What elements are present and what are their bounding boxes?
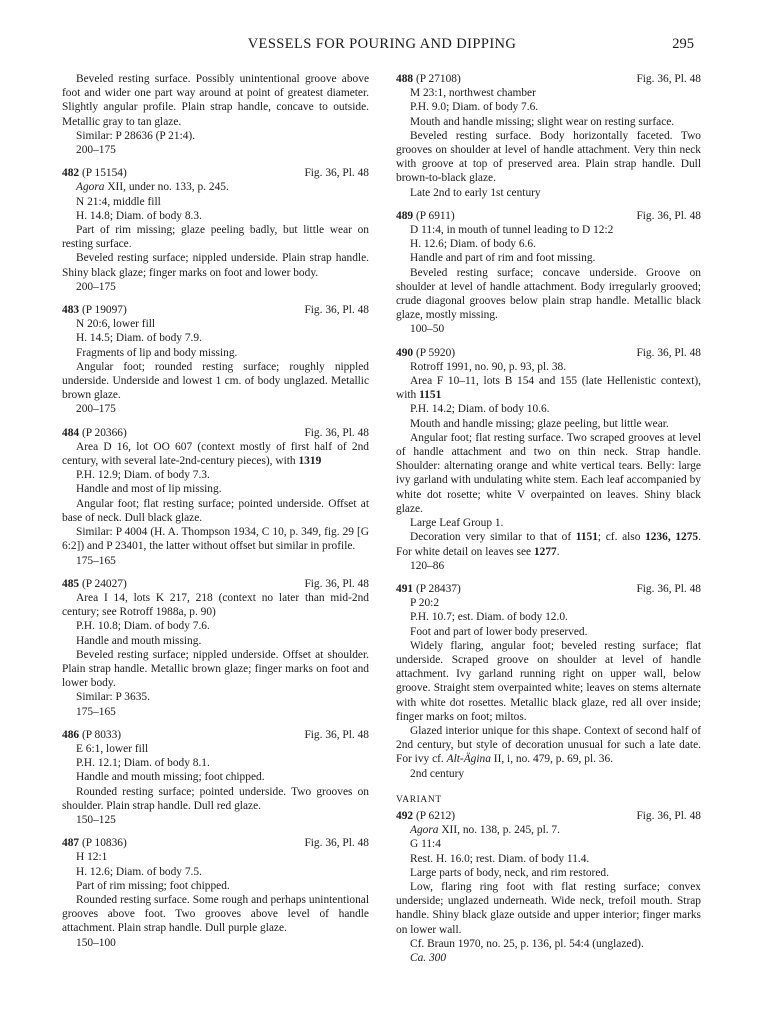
entry-figure-ref: Fig. 36, Pl. 48 xyxy=(636,582,701,595)
entry-date: Late 2nd to early 1st century xyxy=(410,186,541,199)
page-number: 295 xyxy=(672,36,694,52)
entry-context: M 23:1, northwest chamber xyxy=(410,87,536,100)
entry-number: 483 xyxy=(62,304,80,317)
catalog-entry-continuation xyxy=(62,72,369,157)
entry-inventory: (P 10836) xyxy=(79,837,127,850)
entry-description: Angular foot; flat resting surface; pointed underside. Offset at base of neck. Dull black glaze. xyxy=(62,497,369,524)
entry-number: 492 xyxy=(396,809,414,822)
entry-condition: Fragments of lip and body missing. xyxy=(76,346,238,359)
entry-inventory: (P 27108) xyxy=(413,73,461,85)
entry-date: 175–165 xyxy=(76,705,116,718)
entry-publication: Agora XII, no. 138, p. 245, pl. 7. xyxy=(410,824,560,837)
entry-inventory: (P 28437) xyxy=(413,582,461,595)
entry-dimensions: P.H. 12.1; Diam. of body 8.1. xyxy=(76,757,210,770)
entry-description: Low, flaring ring foot with flat resting surface; convex underside; unglazed underneath. Wide neck, trefoil mouth. Strap handle. Shiny black glaze outside and upper interior; finger marks on lower wall. xyxy=(396,880,701,936)
entry-number: 489 xyxy=(396,209,414,222)
entry-condition: Large parts of body, neck, and rim restored. xyxy=(410,866,609,879)
entry-condition: Handle and mouth missing. xyxy=(76,634,202,647)
entry-context: Area I 14, lots K 217, 218 (context no later than mid-2nd century; see Rotroff 1988a, p. 90) xyxy=(62,591,369,619)
entry-dimensions: P.H. 10.8; Diam. of body 7.6. xyxy=(76,620,210,633)
entry-number: 490 xyxy=(396,346,414,359)
cross-ref-1151[interactable]: 1151 xyxy=(419,389,442,402)
entry-date: 100–50 xyxy=(410,323,445,336)
entry-dimensions: H. 14.8; Diam. of body 8.3. xyxy=(76,209,202,222)
entry-figure-ref: Fig. 36, Pl. 48 xyxy=(304,728,369,741)
entry-number: 485 xyxy=(62,577,80,590)
entry-similar: Similar: P 4004 (H. A. Thompson 1934, C 10, p. 349, fig. 29 [G 6:2]) and P 23401, the latter without offset but similar in profile. xyxy=(62,526,369,553)
cross-ref-1277[interactable]: 1277 xyxy=(533,545,557,558)
entry-figure-ref: Fig. 36, Pl. 48 xyxy=(304,167,369,180)
catalog-entry-492 xyxy=(396,809,701,965)
entry-note: Glazed interior unique for this shape. Context of second half of 2nd century, but style of decoration unusual for such a late date. For ivy cf. Alt-Ägina II, i, no. 479, p. 69, pl. 36. xyxy=(396,724,701,766)
entry-date: 200–175 xyxy=(76,403,116,416)
entry-number: 488 xyxy=(396,73,414,85)
entry-context: N 20:6, lower fill xyxy=(76,318,156,331)
catalog-entry-486 xyxy=(62,728,369,827)
entry-number: 486 xyxy=(62,728,80,741)
entry-figure-ref: Fig. 36, Pl. 48 xyxy=(636,346,701,359)
cross-ref-1236-1275[interactable]: 1236, 1275 xyxy=(645,531,699,544)
entry-description: Widely flaring, angular foot; beveled resting surface; flat underside. Scraped groove on shoulder at level of handle attachment. Ivy garland running right on upper wall, below groove. Straight stem overpainted white; leaves on stems alternate with white dot rosettes. Metallic black glaze, red all over inside; finger marks on foot; miltos. xyxy=(396,639,701,723)
left-column xyxy=(62,72,369,950)
running-head-title: VESSELS FOR POURING AND DIPPING xyxy=(247,36,517,52)
entry-date: 2nd century xyxy=(410,767,465,780)
entry-dimensions: H. 12.6; Diam. of body 6.6. xyxy=(410,238,536,251)
entry-number: 491 xyxy=(396,582,414,595)
entry-heading xyxy=(396,346,701,360)
catalog-entry-489 xyxy=(396,209,701,337)
entry-condition: Part of rim missing; glaze peeling badly, but little wear on resting surface. xyxy=(62,224,369,251)
entry-number: 487 xyxy=(62,837,80,850)
catalog-entry-484 xyxy=(62,426,369,568)
entry-number: 484 xyxy=(62,426,80,439)
entry-heading xyxy=(62,303,369,317)
entry-publication: Agora XII, under no. 133, p. 245. xyxy=(76,181,229,194)
entry-condition: Handle and mouth missing; foot chipped. xyxy=(76,771,265,784)
catalog-entry-491 xyxy=(396,582,701,781)
entry-condition: Handle and most of lip missing. xyxy=(76,483,222,496)
entry-heading xyxy=(62,836,369,850)
entry-figure-ref: Fig. 36, Pl. 48 xyxy=(304,426,369,439)
entry-description: Beveled resting surface. Body horizontally faceted. Two grooves on shoulder at level of handle attachment. Very thin neck with groove at top of preserved area. Plain strap handle. Dull brown-to-black glaze. xyxy=(396,129,701,185)
entry-date: 200–175 xyxy=(76,280,116,293)
entry-context: D 11:4, in mouth of tunnel leading to D 12:2 xyxy=(410,224,614,237)
entry-inventory: (P 24027) xyxy=(79,577,127,590)
entry-date: 150–125 xyxy=(76,813,116,826)
catalog-entry-490 xyxy=(396,346,701,573)
entry-context: H 12:1 xyxy=(76,851,108,864)
entry-inventory: (P 6911) xyxy=(413,209,455,222)
entry-condition: Mouth and handle missing; slight wear on resting surface. xyxy=(410,115,675,128)
entry-context: G 11:4 xyxy=(410,838,441,851)
entry-context: P 20:2 xyxy=(410,597,440,610)
entry-heading xyxy=(62,728,369,742)
entry-description: Rounded resting surface. Some rough and perhaps unintentional grooves above foot. Two grooves above level of handle attachment. Plain strap handle. Dull purple glaze. xyxy=(62,893,369,935)
catalog-entry-483 xyxy=(62,303,369,417)
entry-heading xyxy=(396,72,701,86)
entry-figure-ref: Fig. 36, Pl. 48 xyxy=(636,209,701,222)
entry-inventory: (P 15154) xyxy=(79,167,127,180)
entry-similar: Similar: P 3635. xyxy=(76,691,150,704)
entry-description: Beveled resting surface. Possibly unintentional groove above foot and wider one part way around at point of greatest diameter. Slightly angular profile. Plain strap handle, concave to outside. Metallic gray to tan glaze. xyxy=(62,73,369,128)
entry-date: 200–175 xyxy=(76,144,116,157)
entry-context: N 21:4, middle fill xyxy=(76,195,161,208)
entry-figure-ref: Fig. 36, Pl. 48 xyxy=(304,837,369,850)
entry-decoration-note: Decoration very similar to that of 1151; cf. also 1236, 1275. For white detail on leaves see 1277. xyxy=(396,531,701,558)
entry-publication: Rotroff 1991, no. 90, p. 93, pl. 38. xyxy=(410,360,567,373)
catalog-entry-488 xyxy=(396,72,701,200)
entry-context: Area D 16, lot OO 607 (context mostly of first half of 2nd century, with several late-2nd-century pieces), with 1319 xyxy=(62,440,369,468)
entry-inventory: (P 8033) xyxy=(79,728,122,741)
entry-dimensions: P.H. 10.7; est. Diam. of body 12.0. xyxy=(410,611,568,624)
entry-condition: Handle and part of rim and foot missing. xyxy=(410,252,596,265)
entry-context: Area F 10–11, lots B 154 and 155 (late Hellenistic context), with 1151 xyxy=(396,375,701,402)
entry-figure-ref: Fig. 36, Pl. 48 xyxy=(636,809,701,822)
entry-dimensions: P.H. 9.0; Diam. of body 7.6. xyxy=(410,101,539,114)
catalog-entry-482 xyxy=(62,166,369,294)
cross-ref-1151[interactable]: 1151 xyxy=(575,531,598,544)
entry-description: Angular foot; flat resting surface. Two scraped grooves at level of handle attachment and two on thin neck. Strap handle. Shoulder: alternating orange and white vertical tears. Belly: large ivy garland with undulating white stem. Each leaf accompanied by white dot rosette; white V overpainted on leaves. Shiny black glaze. xyxy=(396,431,701,515)
entry-heading xyxy=(62,426,369,440)
entry-date: 175–165 xyxy=(76,554,116,567)
entry-dimensions: Rest. H. 16.0; rest. Diam. of body 11.4. xyxy=(410,852,590,865)
entry-condition: Mouth and handle missing; glaze peeling, but little wear. xyxy=(410,417,669,430)
entry-dimensions: H. 12.6; Diam. of body 7.5. xyxy=(76,865,202,878)
entry-number: 482 xyxy=(62,167,80,180)
entry-figure-ref: Fig. 36, Pl. 48 xyxy=(636,73,701,85)
catalog-entry-485 xyxy=(62,577,369,719)
entry-comparison: Cf. Braun 1970, no. 25, p. 136, pl. 54:4 (unglazed). xyxy=(410,937,644,950)
entry-date: 150–100 xyxy=(76,936,116,949)
entry-date: Ca. 300 xyxy=(410,951,447,964)
entry-description: Rounded resting surface; pointed underside. Two grooves on shoulder. Plain strap handle. Dull red glaze. xyxy=(62,785,369,812)
entry-similar: Similar: P 28636 (P 21:4). xyxy=(76,129,196,142)
entry-inventory: (P 19097) xyxy=(79,304,127,317)
entry-context: E 6:1, lower fill xyxy=(76,742,149,755)
entry-description: Beveled resting surface; nippled underside. Plain strap handle. Shiny black glaze; finger marks on foot and lower body. xyxy=(62,252,369,279)
entry-heading xyxy=(396,209,701,223)
entry-condition: Part of rim missing; foot chipped. xyxy=(76,879,230,892)
entry-heading xyxy=(62,166,369,180)
running-head xyxy=(0,37,764,59)
entry-condition: Foot and part of lower body preserved. xyxy=(410,625,588,638)
right-column xyxy=(396,72,701,965)
entry-inventory: (P 6212) xyxy=(413,809,456,822)
entry-heading xyxy=(62,577,369,591)
entry-description: Beveled resting surface; concave underside. Groove on shoulder at level of handle attachment. Body irregularly grooved; crude diagonal grooves below plain strap handle. Metallic black glaze, mostly missing. xyxy=(396,266,701,322)
entry-dimensions: P.H. 14.2; Diam. of body 10.6. xyxy=(410,403,550,416)
entry-description: Beveled resting surface; nippled underside. Offset at shoulder. Plain strap handle. Metallic brown glaze; finger marks on foot and lower body. xyxy=(62,648,369,690)
entry-description: Angular foot; rounded resting surface; roughly nippled underside. Underside and lowest 1 cm. of body unglazed. Metallic brown glaze. xyxy=(62,360,369,402)
catalog-entry-487 xyxy=(62,836,369,950)
entry-figure-ref: Fig. 36, Pl. 48 xyxy=(304,304,369,317)
entry-dimensions: P.H. 12.9; Diam. of body 7.3. xyxy=(76,469,210,482)
entry-date: 120–86 xyxy=(410,559,445,572)
entry-inventory: (P 20366) xyxy=(79,426,127,439)
cross-ref-1319[interactable]: 1319 xyxy=(298,455,322,468)
entry-heading xyxy=(396,809,701,823)
entry-dimensions: H. 14.5; Diam. of body 7.9. xyxy=(76,332,202,345)
variant-heading: VARIANT xyxy=(396,794,442,805)
entry-inventory: (P 5920) xyxy=(413,346,456,359)
entry-figure-ref: Fig. 36, Pl. 48 xyxy=(304,577,369,590)
entry-group: Large Leaf Group 1. xyxy=(410,517,504,530)
entry-heading xyxy=(396,582,701,596)
